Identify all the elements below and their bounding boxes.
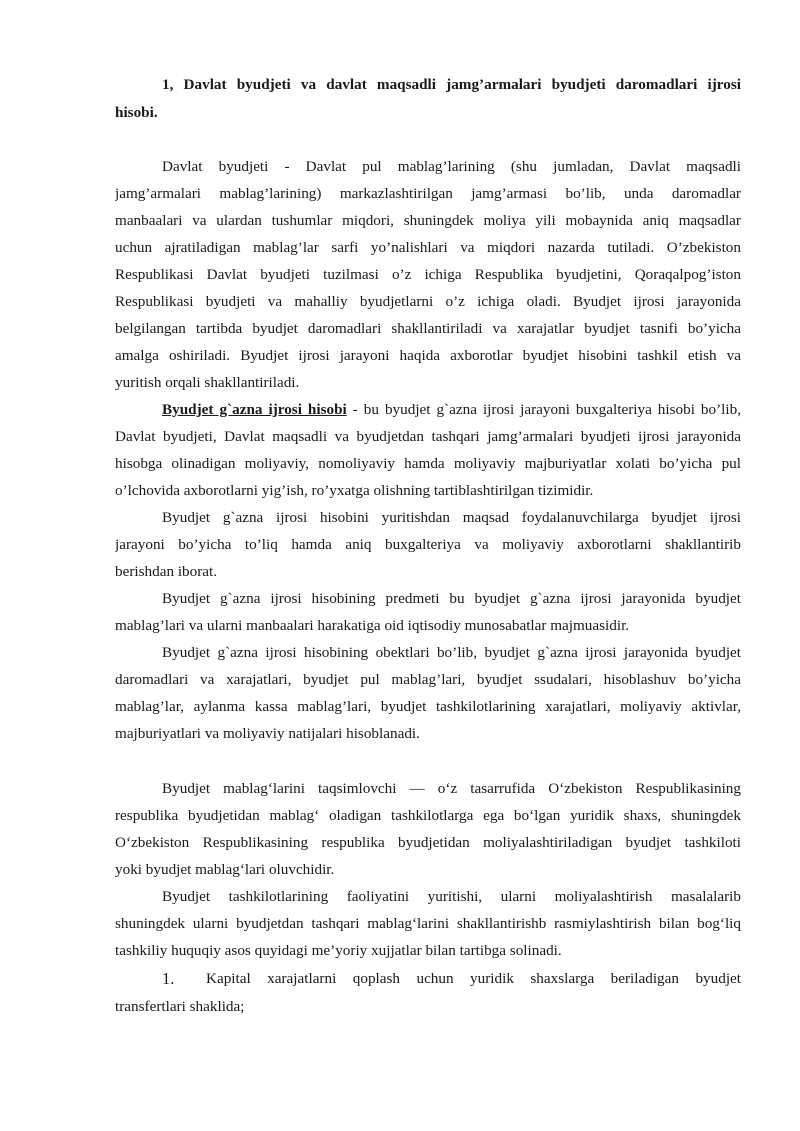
p1-line: Respublikasi byudjeti va mahalliy byudjetlarni o’z ichiga oladi. Byudjet ijrosi jarayonida [115, 293, 741, 310]
section-title-cont: hisobi. [115, 104, 158, 121]
p5-line: Byudjet g`azna ijrosi hisobining obektlari bo’lib, byudjet g`azna ijrosi jarayonida byudjet [162, 644, 741, 661]
list-item-number: 1. [162, 969, 175, 988]
p3-line: berishdan iborat. [115, 563, 218, 580]
p1-line: Respublikasi Davlat byudjeti tuzilmasi o’z ichiga Respublika byudjetini, Qoraqalpog’iston [115, 266, 741, 283]
p5-line: daromadlari va xarajatlari, byudjet pul mablag’lari, byudjet ssudalari, hisoblashuv bo’yicha [115, 671, 741, 688]
p6-line: Byudjet mablag‘larini taqsimlovchi — o‘z tasarrufida O‘zbekiston Respublikasining [162, 780, 741, 797]
p3-line: Byudjet g`azna ijrosi hisobini yuritishdan maqsad foydalanuvchilarga byudjet ijrosi [162, 509, 741, 526]
defined-term: Byudjet g`azna ijrosi hisobi [162, 401, 347, 418]
p1-line: Davlat byudjeti - Davlat pul mablag’larining (shu jumladan, Davlat maqsadli [162, 158, 741, 175]
p6-line: O‘zbekiston Respublikasining respublika byudjetidan moliyalashtiriladigan byudjet tashkiloti [115, 834, 741, 851]
p2-line: o’lchovida axborotlarni yig’ish, ro’yxatga olishning tartiblashtirilgan tizimidir. [115, 482, 594, 499]
p5-line: mablag’lar, aylanma kassa mablag’lari, byudjet tashkilotlarining xarajatlari, moliyaviy aktivlar, [115, 698, 741, 715]
list-item-cont: transfertlari shaklida; [115, 998, 245, 1015]
p1-line: belgilangan tartibda byudjet daromadlari shakllantiriladi va xarajatlar byudjet tasnifi bo’yicha [115, 320, 741, 337]
p2-line: hisobga olinadigan moliyaviy, nomoliyaviy hamda moliyaviy majburiyatlar xolati bo’yicha pul [115, 455, 741, 472]
p3-line: jarayoni bo’yicha to’liq hamda aniq buxgalteriya va moliyaviy axborotlarni shakllantirib [115, 536, 741, 553]
p2-first-rest: - bu byudjet g`azna ijrosi jarayoni buxgalteriya hisobi bo’lib, [346, 401, 741, 418]
p1-line: jamg’armalari mablag’larining) markazlashtirilgan jamg’armasi bo’lib, unda daromadlar [115, 185, 741, 202]
p4-line: Byudjet g`azna ijrosi hisobining predmeti bu byudjet g`azna ijrosi jarayonida byudjet [162, 590, 741, 607]
p7-line: tashkiliy huquqiy asos quyidagi me’yoriy xujjatlar bilan tartibga solinadi. [115, 942, 562, 959]
p4-line: mablag’lari va ularni manbaalari harakatiga oid iqtisodiy munosabatlar majmuasidir. [115, 617, 630, 634]
p7-line: Byudjet tashkilotlarining faoliyatini yuritishi, ularni moliyalashtirish masalalarib [162, 888, 741, 905]
list-item-1 [162, 968, 741, 990]
p1-line: yuritish orqali shakllantiriladi. [115, 374, 300, 391]
p2-first-line [162, 400, 741, 420]
list-item-text: Kapital xarajatlarni qoplash uchun yuridik shaxslarga beriladigan byudjet [206, 970, 741, 987]
p1-line: uchun ajratiladigan mablag’lar sarfi yo’nalishlari va miqdori nazarda tutiladi. O’zbekiston [115, 239, 741, 256]
p6-line: yoki byudjet mablag‘lari oluvchidir. [115, 861, 335, 878]
p5-line: majburiyatlari va moliyaviy natijalari hisoblanadi. [115, 725, 420, 742]
p1-line: manbaalari va ulardan tushumlar miqdori, shuningdek moliya yili mobaynida aniq maqsadlar [115, 212, 741, 229]
section-title: 1, Davlat byudjeti va davlat maqsadli jamg’armalari byudjeti daromadlari ijrosi [162, 76, 741, 93]
p6-line: respublika byudjetidan mablag‘ oladigan tashkilotlarga ega bo‘lgan yuridik shaxs, shuningdek [115, 807, 741, 824]
p7-line: shuningdek ularni byudjetdan tashqari mablag‘larini shakllantirishb rasmiylashtirish bilan bog‘liq [115, 915, 741, 932]
p1-line: amalga oshiriladi. Byudjet ijrosi jarayoni haqida axborotlar byudjet hisobini tashkil etish va [115, 347, 741, 364]
p2-line: Davlat byudjeti, Davlat maqsadli va byudjetdan tashqari jamg’armalari byudjeti ijrosi jarayonida [115, 428, 741, 445]
